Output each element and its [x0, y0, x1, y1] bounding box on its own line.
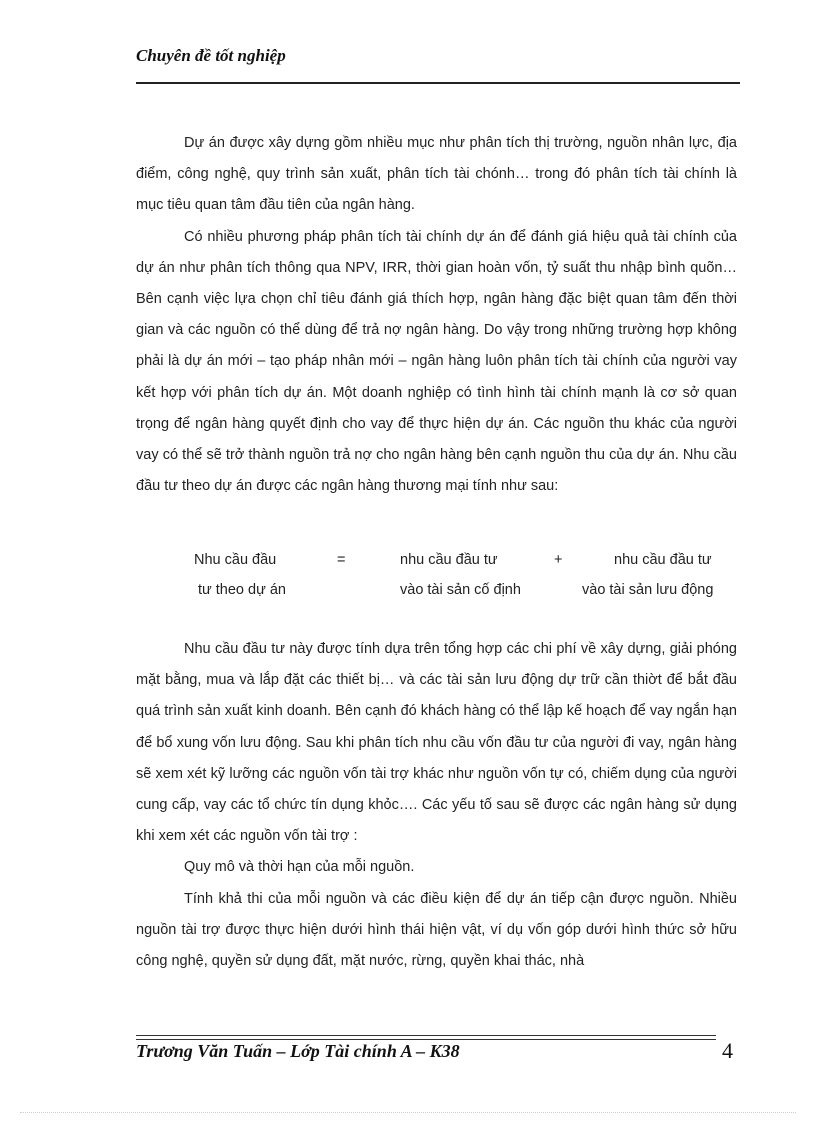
formula-plus: +: [554, 552, 563, 568]
footer-divider: [136, 1035, 716, 1040]
formula-mid-line1: nhu cầu đầu tư: [400, 552, 498, 568]
paragraph: Quy mô và thời hạn của mỗi nguồn.: [184, 859, 415, 876]
formula-left-line1: Nhu cầu đầu: [194, 552, 277, 568]
page-header: [136, 46, 740, 66]
formula-right-line2: vào tài sản lưu động: [582, 582, 714, 598]
investment-formula: [136, 546, 737, 612]
header-title: Chuyên đề tốt nghiệp: [136, 46, 286, 65]
formula-mid-line2: vào tài sản cố định: [400, 582, 521, 598]
page-number: 4: [722, 1038, 733, 1063]
paragraph: Có nhiều phương pháp phân tích tài chính dự án để đánh giá hiệu quả tài chính của dự án như phân tích thông qua NPV, IRR, thời gian hoàn vốn, tỷ suất thu nhập bình quõn… Bên cạnh việc lựa chọn chỉ tiêu đánh giá thích hợp, ngân hàng đặc biệt quan tâm đến thời gian và các nguồn có thể dùng để trả nợ ngân hàng. Do vậy trong những trường hợp không phải là dự án mới – tạo pháp nhân mới – ngân hàng luôn phân tích tài chính của người vay kết hợp với phân tích dự án. Một doanh nghiệp có tình hình tài chính mạnh là cơ sở quan trọng để ngân hàng quyết định cho vay để thực hiện dự án. Các nguồn thu khác của người vay có thể sẽ trở thành nguồn trả nợ cho ngân hàng bên cạnh nguồn thu của dự án. Nhu cầu đầu tư theo dự án được các ngân hàng thương mại tính như sau:: [136, 228, 737, 495]
paragraph: Tính khả thi của mỗi nguồn và các điều kiện để dự án tiếp cận được nguồn. Nhiều nguồn tài trợ được thực hiện dưới hình thái hiện vật, ví dụ vốn góp dưới hình thức sở hữu công nghệ, quyền sử dụng đất, mặt nước, rừng, quyền khai thác, nhà: [136, 890, 737, 970]
header-divider: [136, 82, 740, 84]
paragraph: Dự án được xây dựng gồm nhiều mục như phân tích thị trường, nguồn nhân lực, địa điểm, công nghệ, quy trình sản xuất, phân tích tài chónh… trong đó phân tích tài chính là mục tiêu quan tâm đầu tiên của ngân hàng.: [136, 135, 737, 214]
formula-left-line2: tư theo dự án: [198, 582, 286, 598]
body-text-bottom: [136, 634, 737, 977]
paragraph: Nhu cầu đầu tư này được tính dựa trên tổng hợp các chi phí về xây dựng, giải phóng mặt bằng, mua và lắp đặt các thiết bị… và các tài sản lưu động dự trữ cần thiờt để bắt đầu quá trình sản xuất kinh doanh. Bên cạnh đó khách hàng có thể lập kế hoạch để vay ngắn hạn để bổ xung vốn lưu động. Sau khi phân tích nhu cầu vốn đầu tư của người đi vay, ngân hàng sẽ xem xét kỹ lưỡng các nguồn vốn tài trợ khác như nguồn vốn tự có, chiếm dụng của người cung cấp, vay các tổ chức tín dụng khỏc…. Các yếu tố sau sẽ được các ngân hàng sử dụng khi xem xét các nguồn vốn tài trợ :: [136, 641, 737, 845]
formula-equals: =: [337, 552, 346, 568]
footer-author: Trương Văn Tuấn – Lớp Tài chính A – K38: [136, 1041, 460, 1061]
body-text-top: [136, 128, 737, 502]
formula-right-line1: nhu cầu đầu tư: [614, 552, 712, 568]
page-edge-dotted-line: [20, 1112, 796, 1113]
